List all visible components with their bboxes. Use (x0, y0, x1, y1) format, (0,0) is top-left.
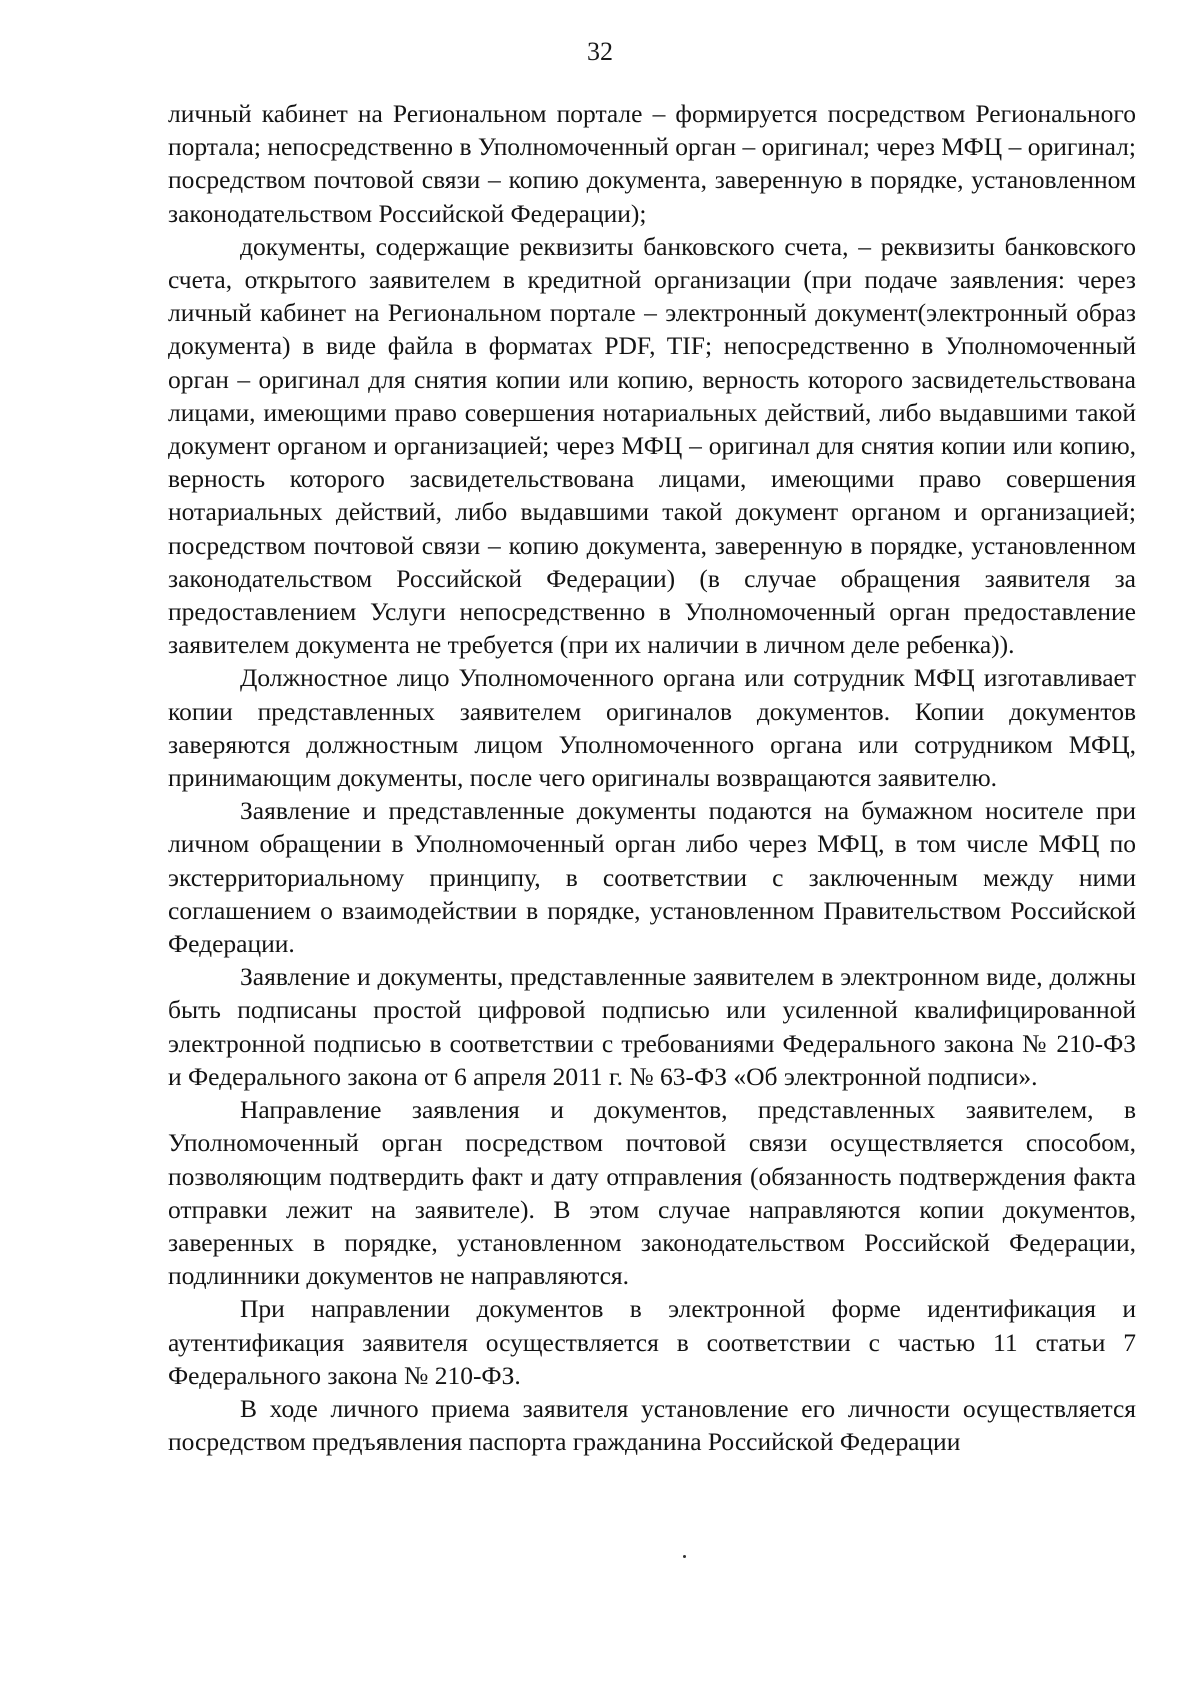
paragraph: При направлении документов в электронной форме идентификация и аутентификация заявителя осуществляется в соответствии с частью 11 статьи 7 Федерального закона № 210-ФЗ. (168, 1294, 1136, 1390)
page-number: 32 (587, 37, 613, 66)
paragraph: В ходе личного приема заявителя установление его личности осуществляется посредством предъявления паспорта гражданина Российской Федерации (168, 1393, 1136, 1457)
paragraph: личный кабинет на Региональном портале – формируется посредством Регионального портала; непосредственно в Уполномоченный орган – оригинал; через МФЦ – оригинал; посредством почтовой связи – копию документа, заверенную в порядке, установленном законодательством Российской Федерации); (168, 99, 1136, 228)
paragraph: Заявление и документы, представленные заявителем в электронном виде, должны быть подписаны простой цифровой подписью или усиленной квалифицированной электронной подписью в соответствии с требованиями Федерального закона № 210-ФЗ и Федерального закона от 6 апреля 2011 г. № 63-ФЗ «Об электронной подписи». (168, 962, 1136, 1091)
scan-speck (683, 1555, 686, 1558)
document-body (168, 97, 1136, 1458)
paragraph: Направление заявления и документов, представленных заявителем, в Уполномоченный орган посредством почтовой связи осуществляется способом, позволяющим подтвердить факт и дату отправления (обязанность подтверждения факта отправки лежит на заявителе). В этом случае направляются копии документов, заверенных в порядке, установленном законодательством Российской Федерации, подлинники документов не направляются. (168, 1095, 1136, 1291)
paragraph: Заявление и представленные документы подаются на бумажном носителе при личном обращении в Уполномоченный орган либо через МФЦ, в том числе МФЦ по экстерриториальному принципу, в соответствии с заключенным между ними соглашением о взаимодействии в порядке, установленном Правительством Российской Федерации. (168, 796, 1136, 959)
paragraph: документы, содержащие реквизиты банковского счета, – реквизиты банковского счета, открытого заявителем в кредитной организации (при подаче заявления: через личный кабинет на Региональном портале – электронный документ(электронный образ документа) в виде файла в форматах PDF, TIF; непосредственно в Уполномоченный орган – оригинал для снятия копии или копию, верность которого засвидетельствована лицами, имеющими право совершения нотариальных действий, либо выдавшими такой документ органом и организацией; через МФЦ – оригинал для снятия копии или копию, верность которого засвидетельствована лицами, имеющими право совершения нотариальных действий, либо выдавшими такой документ органом и организацией; посредством почтовой связи – копию документа, заверенную в порядке, установленном законодательством Российской Федерации) (в случае обращения заявителя за предоставлением Услуги непосредственно в Уполномоченный орган предоставление заявителем документа не требуется (при их наличии в личном деле ребенка)). (168, 231, 1136, 660)
paragraph: Должностное лицо Уполномоченного органа или сотрудник МФЦ изготавливает копии представленных заявителем оригиналов документов. Копии документов заверяются должностным лицом Уполномоченного органа или сотрудником МФЦ, принимающим документы, после чего оригиналы возвращаются заявителю. (168, 663, 1136, 793)
